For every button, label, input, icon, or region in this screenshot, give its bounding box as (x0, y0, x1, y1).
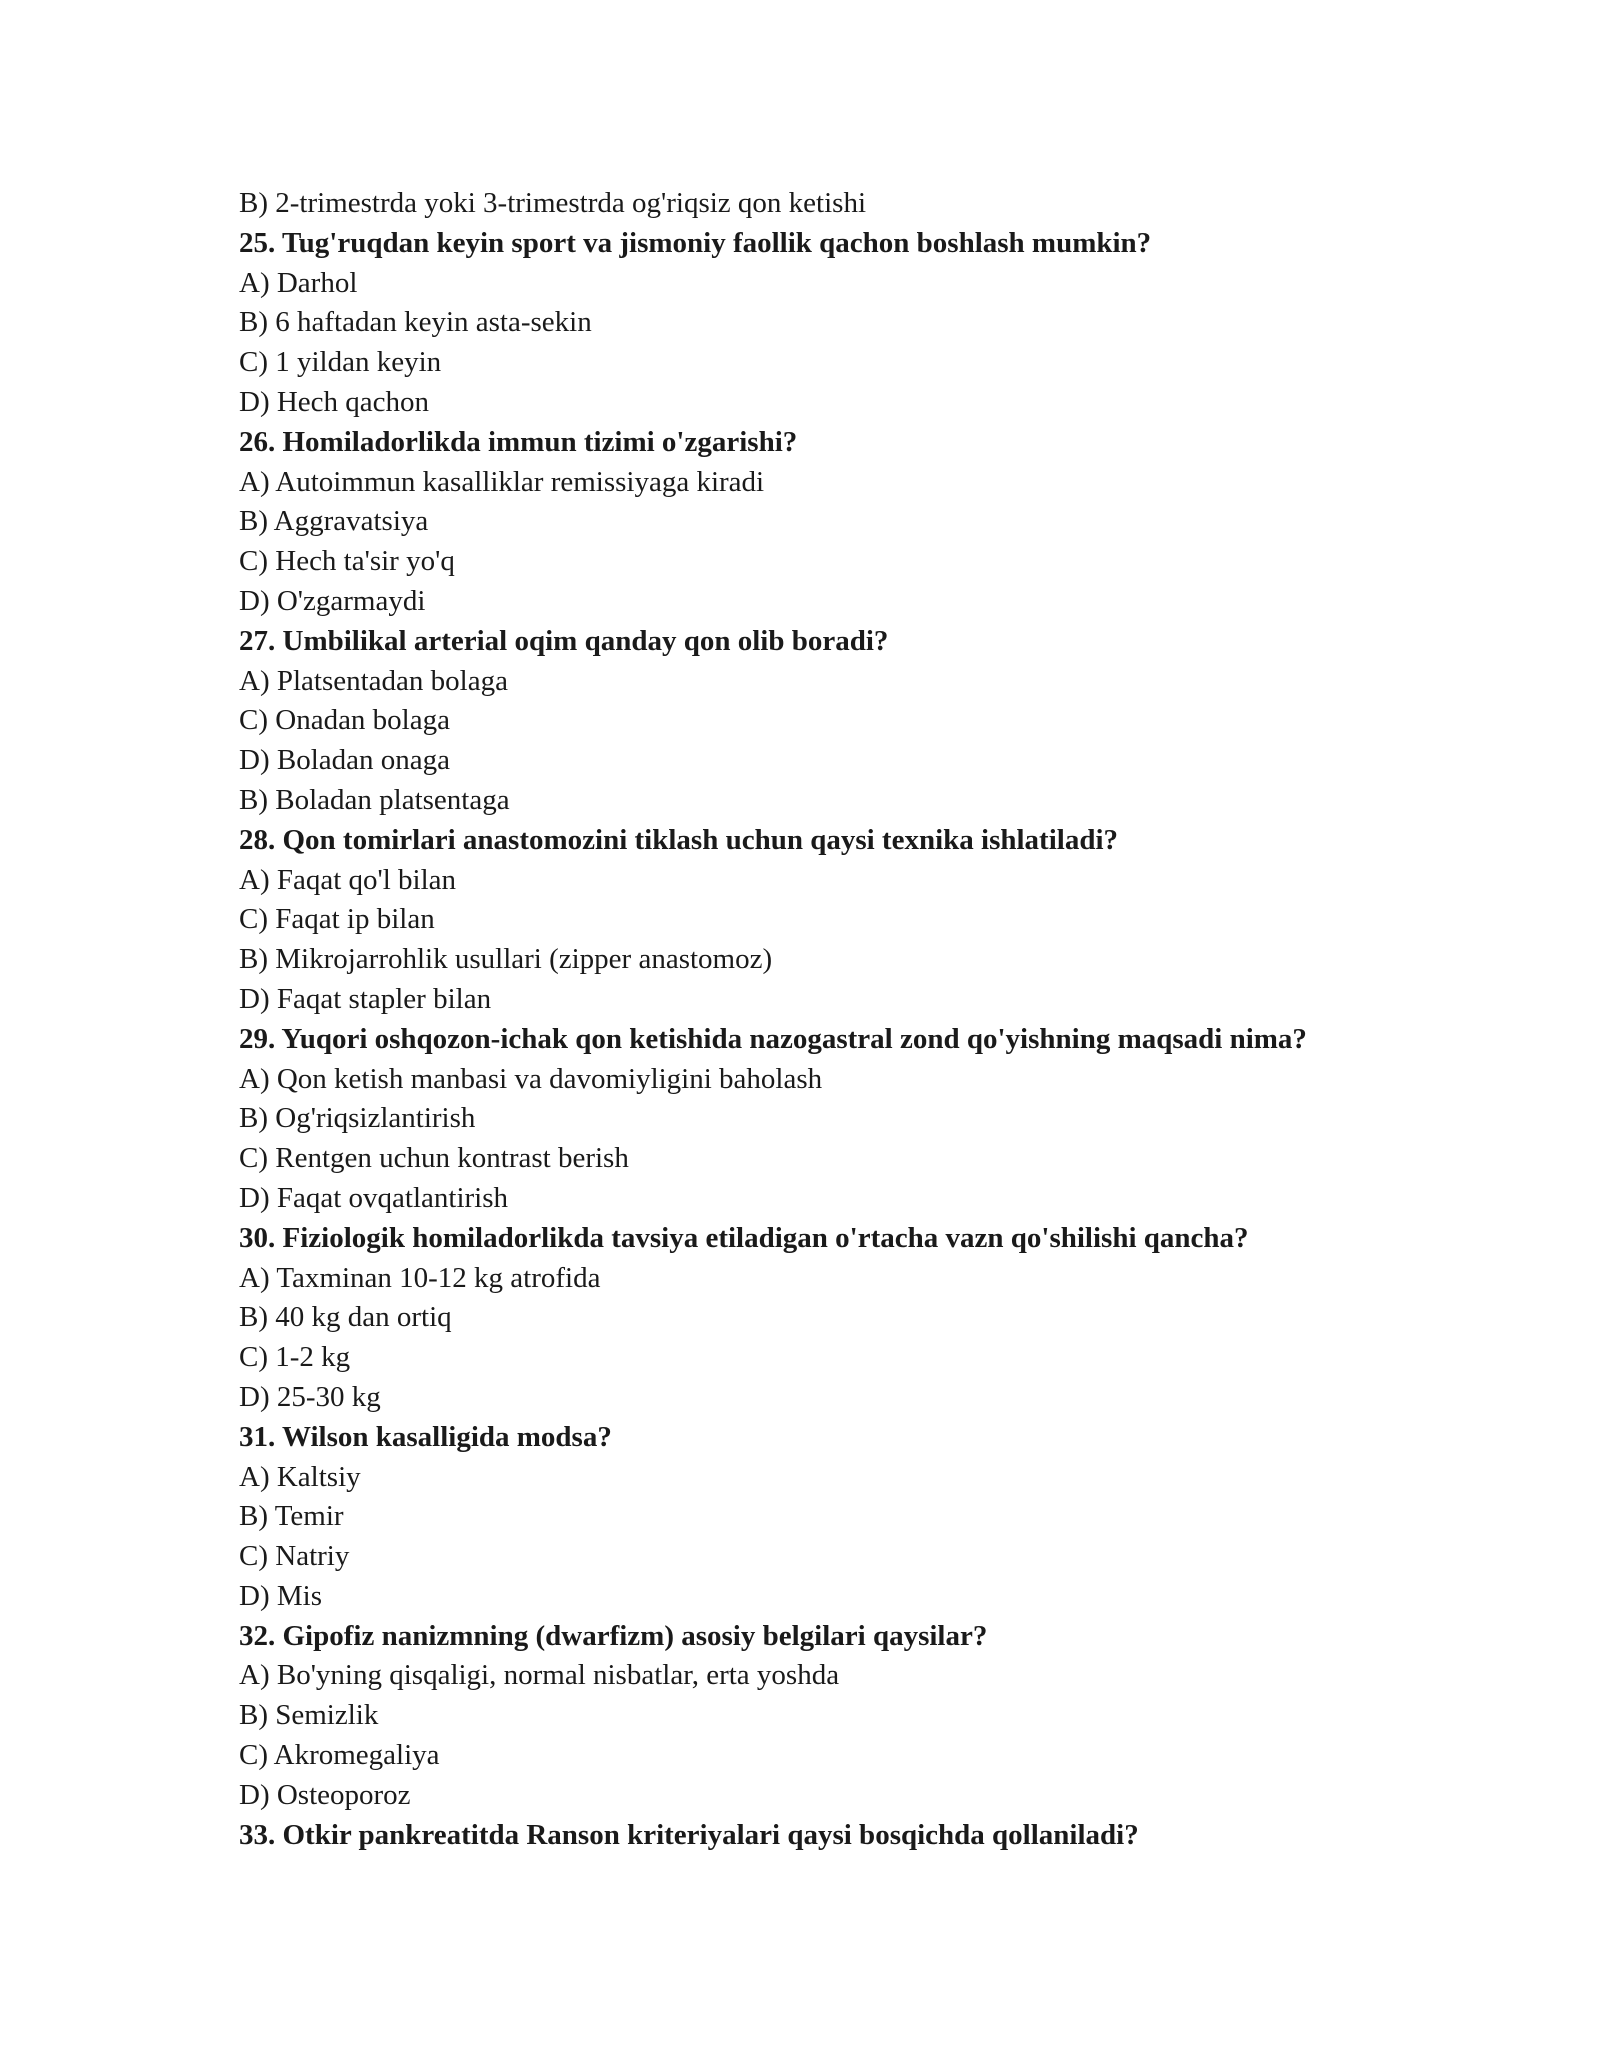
question-heading: 31. Wilson kasalligida modsa? (239, 1420, 612, 1453)
answer-option: D) 25-30 kg (239, 1380, 381, 1413)
answer-option: D) O'zgarmaydi (239, 584, 426, 617)
question-heading: 28. Qon tomirlari anastomozini tiklash uchun qaysi texnika ishlatiladi? (239, 823, 1119, 856)
answer-option: C) Akromegaliya (239, 1739, 440, 1772)
answer-option: D) Faqat stapler bilan (239, 982, 492, 1015)
answer-option: C) Natriy (239, 1540, 350, 1573)
answer-option: A) Taxminan 10-12 kg atrofida (239, 1261, 601, 1294)
answer-option: C) 1-2 kg (239, 1341, 351, 1374)
answer-option: B) 40 kg dan ortiq (239, 1301, 452, 1334)
answer-option: B) Boladan platsentaga (239, 783, 510, 816)
answer-option: A) Platsentadan bolaga (239, 664, 508, 697)
question-heading: 29. Yuqori oshqozon-ichak qon ketishida nazogastral zond qo'yishning maqsadi nima? (239, 1022, 1307, 1055)
answer-option: D) Mis (239, 1579, 322, 1612)
answer-option: A) Qon ketish manbasi va davomiyligini baholash (239, 1062, 823, 1095)
answer-option: C) Hech ta'sir yo'q (239, 545, 455, 578)
answer-option: A) Bo'yning qisqaligi, normal nisbatlar, erta yoshda (239, 1659, 840, 1692)
answer-option: D) Faqat ovqatlantirish (239, 1181, 509, 1214)
answer-option: B) Semizlik (239, 1699, 379, 1732)
answer-option: A) Darhol (239, 266, 358, 299)
answer-option: A) Autoimmun kasalliklar remissiyaga kiradi (239, 465, 765, 498)
answer-option: A) Kaltsiy (239, 1460, 361, 1493)
question-heading: 33. Otkir pankreatitda Ranson kriteriyalari qaysi bosqichda qollaniladi? (239, 1818, 1139, 1851)
answer-option: B) Temir (239, 1500, 344, 1533)
answer-option: C) 1 yildan keyin (239, 346, 442, 379)
answer-option: D) Boladan onaga (239, 744, 450, 777)
answer-option: B) 6 haftadan keyin asta-sekin (239, 306, 592, 339)
answer-option: B) 2-trimestrda yoki 3-trimestrda og'riqsiz qon ketishi (239, 187, 866, 219)
answer-option: B) Og'riqsizlantirish (239, 1102, 476, 1135)
answer-option: A) Faqat qo'l bilan (239, 863, 457, 896)
answer-option: D) Hech qachon (239, 385, 430, 418)
question-list (239, 184, 1439, 1855)
question-heading: 30. Fiziologik homiladorlikda tavsiya etiladigan o'rtacha vazn qo'shilishi qancha? (239, 1221, 1249, 1254)
answer-option: C) Faqat ip bilan (239, 903, 435, 936)
answer-option: C) Rentgen uchun kontrast berish (239, 1142, 629, 1175)
answer-option: C) Onadan bolaga (239, 704, 450, 737)
answer-option: B) Mikrojarrohlik usullari (zipper anastomoz) (239, 943, 773, 976)
question-heading: 25. Tug'ruqdan keyin sport va jismoniy faollik qachon boshlash mumkin? (239, 226, 1152, 259)
answer-option: B) Aggravatsiya (239, 505, 429, 538)
question-heading: 32. Gipofiz nanizmning (dwarfizm) asosiy belgilari qaysilar? (239, 1619, 988, 1652)
answer-option: D) Osteoporoz (239, 1778, 411, 1811)
question-heading: 27. Umbilikal arterial oqim qanday qon olib boradi? (239, 624, 889, 657)
question-heading: 26. Homiladorlikda immun tizimi o'zgarishi? (239, 425, 798, 458)
